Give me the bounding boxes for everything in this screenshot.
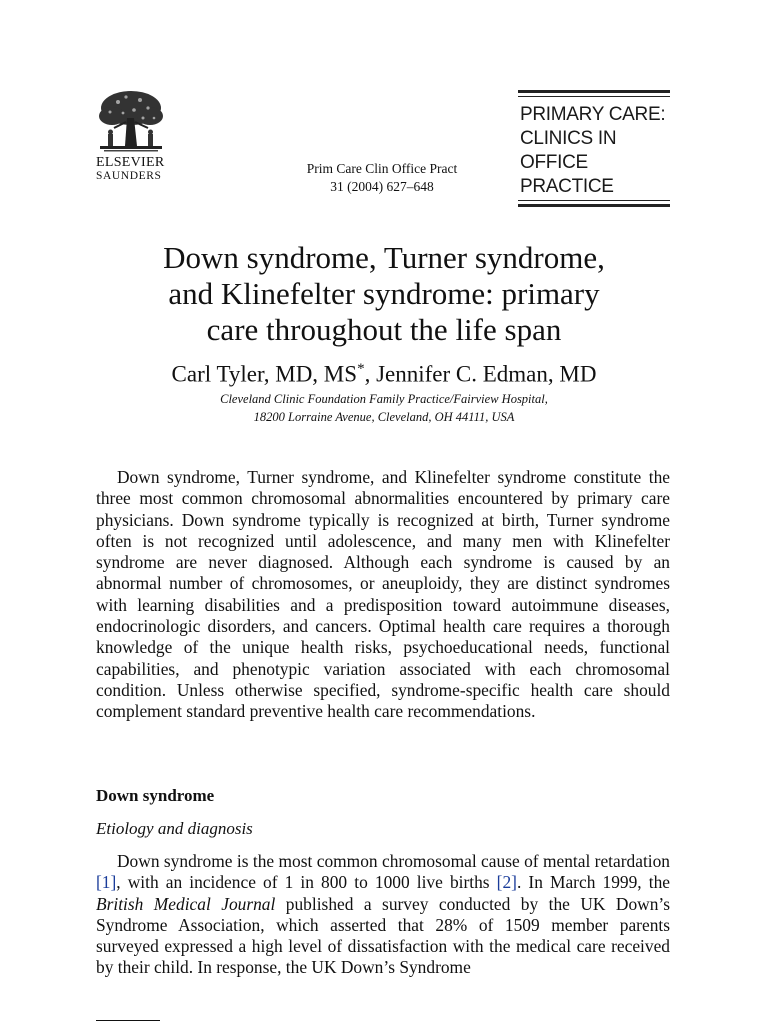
journal-name (518, 97, 670, 200)
body-paragraph (96, 851, 670, 979)
affiliation-line-2: 18200 Lorraine Avenue, Cleveland, OH 44111, USA (253, 410, 515, 424)
author-separator: , (364, 361, 377, 387)
footnote-divider (96, 1020, 160, 1021)
author-edman: Jennifer C. Edman, MD (376, 361, 597, 387)
title-line-2: and Klinefelter syndrome: primary (168, 276, 600, 311)
title-line-1: Down syndrome, Turner syndrome, (163, 240, 605, 275)
journal-rule-bottom-thick (518, 204, 670, 207)
body-text-1: Down syndrome is the most common chromosomal cause of mental retardation (117, 851, 670, 871)
journal-rule-bottom (518, 200, 670, 201)
corresponding-author-mark: * (357, 361, 365, 377)
journal-banner (518, 90, 670, 207)
citation-volume: 31 (2004) 627–648 (330, 179, 434, 194)
article-title (96, 240, 672, 348)
affiliation-line-1: Cleveland Clinic Foundation Family Practice/Fairview Hospital, (220, 392, 548, 406)
author-tyler: Carl Tyler, MD, MS (171, 361, 358, 387)
journal-name-line3: OFFICE PRACTICE (520, 152, 614, 197)
subsection-heading: Etiology and diagnosis (96, 819, 253, 838)
publisher-name: ELSEVIER (96, 155, 165, 170)
body-text-4: published a survey conducted by the UK Down’s Syndrome Association, which asserted that 28% of 1509 member parents surveyed expressed a high level of dissatisfaction with the medical care received by their child. In response, the UK Down’s Syndrome (96, 893, 670, 978)
body-text-3: . In March 1999, the (516, 872, 670, 893)
journal-name-line2: CLINICS IN (520, 128, 617, 149)
publisher-imprint: SAUNDERS (96, 170, 162, 182)
journal-name-line1: PRIMARY CARE: (520, 104, 666, 125)
author-affiliation (96, 390, 672, 426)
body-text-2: , with an incidence of 1 in 800 to 1000 live births (116, 872, 497, 893)
title-line-3: care throughout the life span (206, 312, 562, 347)
elsevier-tree-icon (96, 88, 166, 154)
reference-link-2[interactable]: [2] (496, 872, 517, 893)
publisher-logo (96, 88, 170, 183)
journal-rule-top (518, 90, 670, 93)
author-list (96, 355, 672, 389)
cited-journal-name: British Medical Journal (96, 893, 276, 914)
journal-citation (280, 160, 484, 196)
reference-link-1[interactable]: [1] (96, 872, 117, 893)
section-heading: Down syndrome (96, 786, 215, 805)
abstract-paragraph: Down syndrome, Turner syndrome, and Klinefelter syndrome constitute the three most common chromosomal abnormalities encountered by primary care physicians. Down syndrome typically is recognized at birth, Turner syndrome often is not recognized until adolescence, and many men with Klinefelter syndrome are never diagnosed. Although each syndrome is caused by an abnormal number of chromosomes, or aneuploidy, they are distinct syndromes with learning disabilities and a predisposition toward autoimmune diseases, endocrinologic disorders, and cancers. Optimal health care requires a thorough knowledge of the unique health risks, psychoeducational needs, functional capabilities, and phenotypic variation associated with each chromosomal condition. Unless otherwise specified, syndrome-specific health care should complement standard preventive health care recommendations. (96, 467, 670, 722)
citation-journal: Prim Care Clin Office Pract (306, 161, 458, 176)
